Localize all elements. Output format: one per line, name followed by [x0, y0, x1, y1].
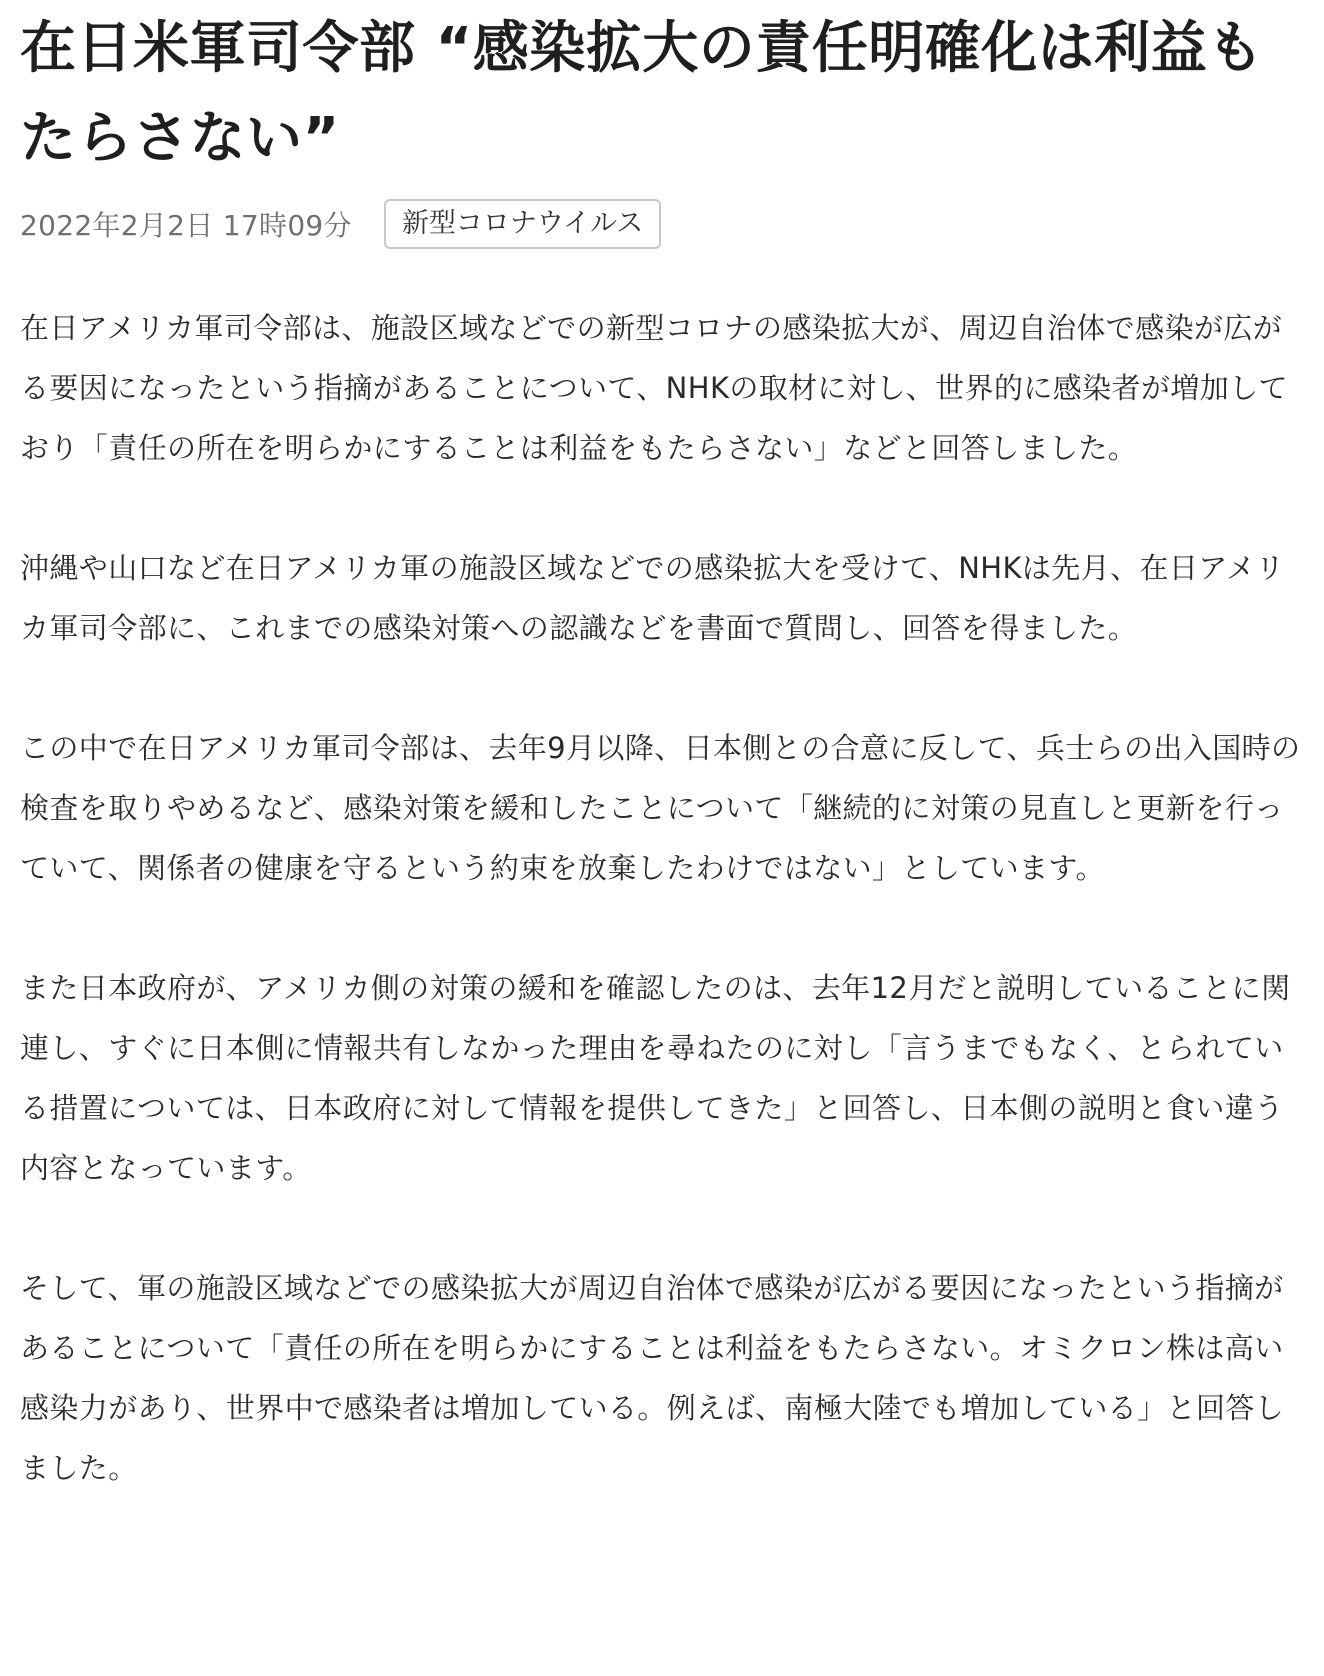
body-paragraph: また日本政府が、アメリカ側の対策の緩和を確認したのは、去年12月だと説明していることに関連し、すぐに日本側に情報共有しなかった理由を尋ねたのに対し「言うまでもなく、とられている措置については、日本政府に対して情報を提供してきた」と回答し、日本側の説明と食い違う内容となっています。	[20, 971, 1291, 1185]
article-meta	[20, 198, 1304, 250]
body-paragraph: 在日アメリカ軍司令部は、施設区域などでの新型コロナの感染拡大が、周辺自治体で感染が広がる要因になったという指摘があることについて、NHKの取材に対し、世界的に感染者が増加しており「責任の所在を明らかにすることは利益をもたらさない」などと回答しました。	[20, 311, 1288, 465]
body-paragraph: そして、軍の施設区域などでの感染拡大が周辺自治体で感染が広がる要因になったという指摘があることについて「責任の所在を明らかにすることは利益をもたらさない。オミクロン株は高い感染力があり、世界中で感染者は増加している。例えば、南極大陸でも増加している」と回答しました。	[20, 1271, 1285, 1485]
publish-date: 2022年2月2日 17時09分	[20, 209, 352, 242]
body-paragraph: 沖縄や山口など在日アメリカ軍の施設区域などでの感染拡大を受けて、NHKは先月、在日アメリカ軍司令部に、これまでの感染対策への認識などを書面で質問し、回答を得ました。	[20, 551, 1285, 645]
body-paragraph: この中で在日アメリカ軍司令部は、去年9月以降、日本側との合意に反して、兵士らの出入国時の検査を取りやめるなど、感染対策を緩和したことについて「継続的に対策の見直しと更新を行っていて、関係者の健康を守るという約束を放棄したわけではない」としています。	[20, 731, 1301, 885]
topic-tag-link[interactable]: 新型コロナウイルス	[384, 199, 661, 249]
article-headline: 在日米軍司令部 “感染拡大の責任明確化は利益もたらさない”	[20, 16, 1264, 171]
article-body	[20, 298, 1304, 1498]
